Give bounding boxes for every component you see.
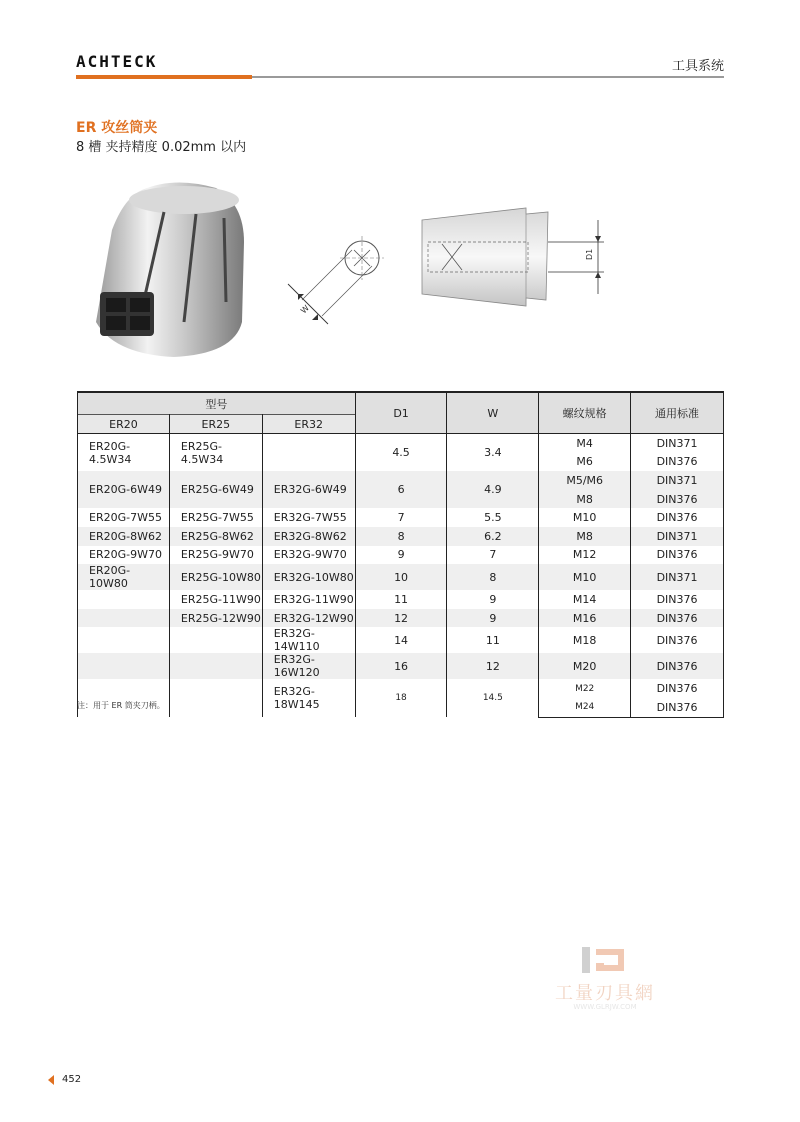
cell-standard: DIN371	[631, 434, 724, 453]
model-group-header: 型号	[78, 392, 356, 415]
side-view-drawing	[408, 200, 614, 314]
cell-er32: ER32G-14W110	[262, 627, 355, 653]
cell-thread: M24	[539, 698, 631, 717]
cell-d1: 14	[355, 627, 447, 653]
table-row	[78, 679, 724, 698]
cell-d1: 6	[355, 471, 447, 508]
cell-d1: 18	[355, 679, 447, 717]
cell-standard: DIN376	[631, 698, 724, 717]
table-row	[78, 434, 724, 453]
cell-standard: DIN371	[631, 527, 724, 546]
cell-thread: M22	[539, 679, 631, 698]
cell-standard: DIN376	[631, 546, 724, 565]
product-subtitle: 8 槽 夹持精度 0.02mm 以内	[76, 140, 247, 155]
cell-er20: ER20G-10W80	[78, 564, 170, 590]
product-title: ER 攻丝筒夹	[76, 120, 158, 136]
cell-er20: ER20G-4.5W34	[78, 434, 170, 472]
cell-thread: M8	[539, 490, 631, 509]
w-dimension-label: W	[299, 303, 312, 316]
cell-er25: ER25G-11W90	[169, 590, 262, 609]
cell-d1: 12	[355, 609, 447, 628]
cell-thread: M18	[539, 627, 631, 653]
cell-thread: M5/M6	[539, 471, 631, 490]
watermark	[540, 945, 670, 1015]
cell-standard: DIN376	[631, 490, 724, 509]
cell-er32: ER32G-9W70	[262, 546, 355, 565]
cell-d1: 16	[355, 653, 447, 679]
cell-d1: 11	[355, 590, 447, 609]
table-row	[78, 590, 724, 609]
cell-w: 12	[447, 653, 539, 679]
cell-er20	[78, 590, 170, 609]
watermark-url: WWW.GLRJW.COM	[573, 1003, 637, 1011]
table-row	[78, 627, 724, 653]
cell-w: 8	[447, 564, 539, 590]
cell-standard: DIN371	[631, 564, 724, 590]
cell-er25: ER25G-10W80	[169, 564, 262, 590]
table-row	[78, 527, 724, 546]
cell-thread: M20	[539, 653, 631, 679]
table-row	[78, 609, 724, 628]
cell-er20	[78, 627, 170, 653]
cell-standard: DIN376	[631, 508, 724, 527]
cell-d1: 7	[355, 508, 447, 527]
col-header-er32: ER32	[262, 415, 355, 434]
header-accent-bar	[76, 75, 252, 79]
table-row	[78, 508, 724, 527]
table-row	[78, 471, 724, 490]
cell-er20: ER20G-7W55	[78, 508, 170, 527]
cell-er32: ER32G-8W62	[262, 527, 355, 546]
cell-w: 11	[447, 627, 539, 653]
cell-standard: DIN376	[631, 590, 724, 609]
cell-d1: 9	[355, 546, 447, 565]
section-name: 工具系统	[671, 59, 724, 74]
cell-standard: DIN376	[631, 679, 724, 698]
brand-logo: ACHTECK	[76, 52, 158, 71]
cell-standard: DIN376	[631, 609, 724, 628]
cell-thread: M14	[539, 590, 631, 609]
cell-w: 14.5	[447, 679, 539, 717]
cell-er25: ER25G-6W49	[169, 471, 262, 508]
watermark-text: 工量刃具網	[555, 983, 655, 1004]
cell-w: 9	[447, 609, 539, 628]
cell-er32: ER32G-7W55	[262, 508, 355, 527]
cell-standard: DIN371	[631, 471, 724, 490]
cell-er32: ER32G-11W90	[262, 590, 355, 609]
spec-table	[77, 391, 724, 718]
page-number: 452	[62, 1074, 82, 1085]
cell-w: 5.5	[447, 508, 539, 527]
cell-er25: ER25G-9W70	[169, 546, 262, 565]
cell-standard: DIN376	[631, 653, 724, 679]
end-view-drawing	[282, 220, 392, 340]
col-header-d1: D1	[355, 392, 447, 434]
cell-er20	[78, 609, 170, 628]
cell-er25: ER25G-4.5W34	[169, 434, 262, 472]
col-header-standard: 通用标准	[631, 392, 724, 434]
cell-thread: M10	[539, 564, 631, 590]
cell-thread: M6	[539, 453, 631, 472]
col-header-er20: ER20	[78, 415, 170, 434]
cell-er32: ER32G-10W80	[262, 564, 355, 590]
cell-d1: 4.5	[355, 434, 447, 472]
cell-w: 6.2	[447, 527, 539, 546]
cell-er32	[262, 434, 355, 472]
cell-er25: ER25G-8W62	[169, 527, 262, 546]
cell-w: 4.9	[447, 471, 539, 508]
watermark-logo-icon	[580, 945, 628, 975]
cell-thread: M8	[539, 527, 631, 546]
cell-standard: DIN376	[631, 627, 724, 653]
cell-er25: ER25G-12W90	[169, 609, 262, 628]
cell-er20	[78, 653, 170, 679]
cell-er32: ER32G-6W49	[262, 471, 355, 508]
cell-w: 3.4	[447, 434, 539, 472]
table-row	[78, 546, 724, 565]
cell-thread: M4	[539, 434, 631, 453]
col-header-er25: ER25	[169, 415, 262, 434]
cell-d1: 8	[355, 527, 447, 546]
col-header-thread: 螺纹规格	[539, 392, 631, 434]
col-header-w: W	[447, 392, 539, 434]
cell-standard: DIN376	[631, 453, 724, 472]
cell-er32: ER32G-16W120	[262, 653, 355, 679]
cell-thread: M16	[539, 609, 631, 628]
cell-er20: ER20G-9W70	[78, 546, 170, 565]
table-row	[78, 653, 724, 679]
cell-er25	[169, 627, 262, 653]
collet-photo	[84, 172, 254, 362]
cell-thread: M10	[539, 508, 631, 527]
cell-w: 9	[447, 590, 539, 609]
table-row	[78, 564, 724, 590]
cell-er25: ER25G-7W55	[169, 508, 262, 527]
cell-w: 7	[447, 546, 539, 565]
cell-er32: ER32G-18W145	[262, 679, 355, 717]
cell-er20	[78, 679, 170, 717]
cell-d1: 10	[355, 564, 447, 590]
cell-er20: ER20G-6W49	[78, 471, 170, 508]
cell-er32: ER32G-12W90	[262, 609, 355, 628]
d1-dimension-label: D1	[585, 248, 594, 260]
cell-thread: M12	[539, 546, 631, 565]
cell-er25	[169, 653, 262, 679]
cell-er20: ER20G-8W62	[78, 527, 170, 546]
cell-er25	[169, 679, 262, 717]
table-note: 注：用于 ER 筒夹刀柄。	[77, 701, 165, 710]
